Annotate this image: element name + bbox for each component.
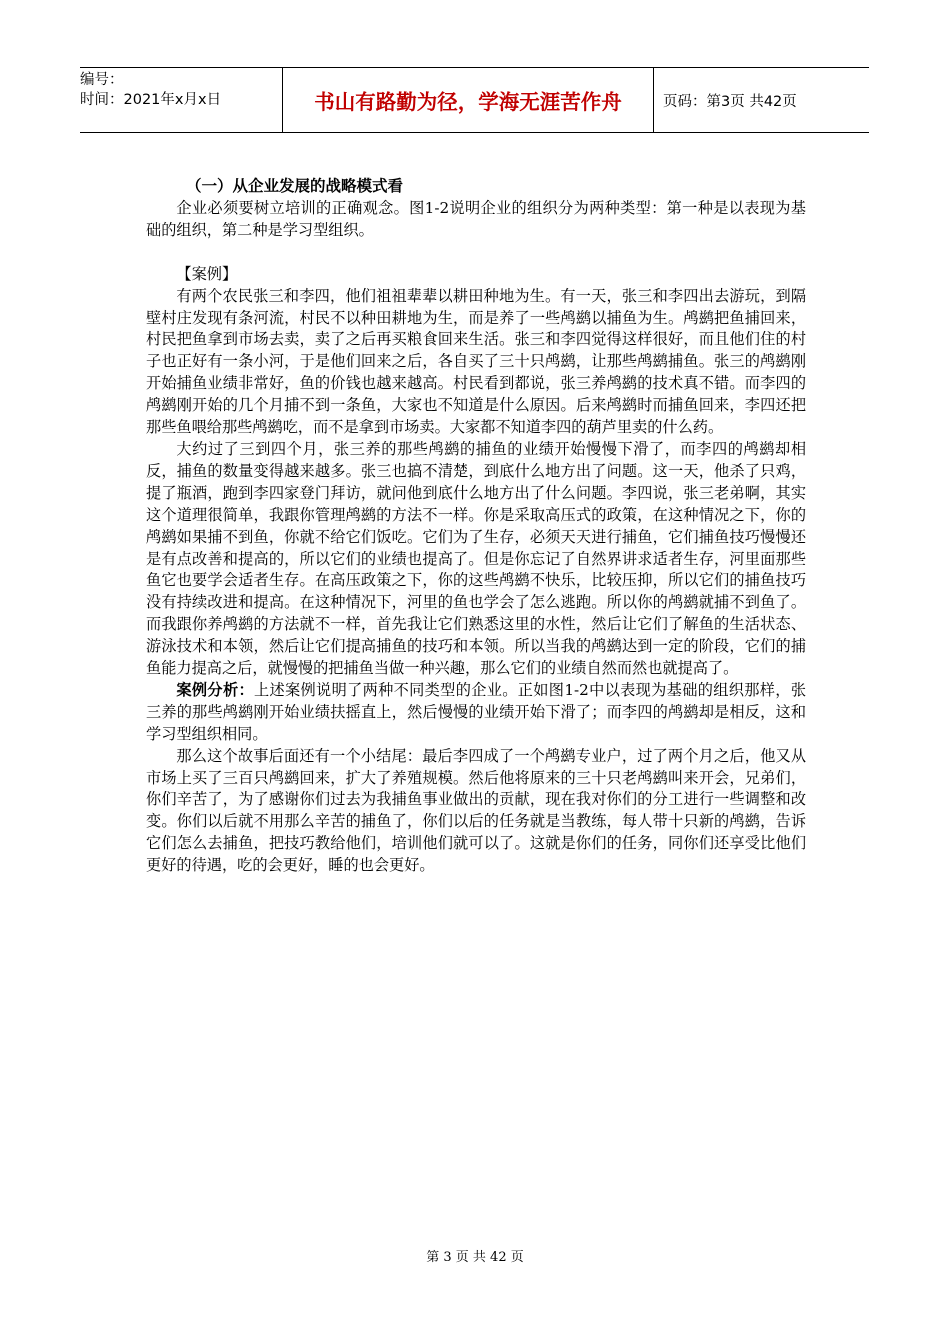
case-label: 【案例】 — [176, 264, 238, 283]
document-body — [146, 176, 806, 877]
intro-paragraph: 企业必须要树立培训的正确观念。图1-2说明企业的组织分为两种类型：第一种是以表现为基础的组织，第二种是学习型组织。 — [146, 198, 806, 239]
page-header — [80, 67, 869, 133]
analysis-paragraph — [146, 680, 806, 746]
header-motto: 书山有路勤为径，学海无涯苦作舟 — [282, 68, 654, 132]
paragraph-spacer — [146, 242, 806, 264]
case-paragraph-1: 有两个农民张三和李四，他们祖祖辈辈以耕田种地为生。有一天，张三和李四出去游玩，到隔壁村庄发现有条河流，村民不以种田耕地为生，而是养了一些鸬鹚以捕鱼为生。鸬鹚把鱼捕回来，村民把鱼拿到市场去卖，卖了之后再买粮食回来生活。张三和李四觉得这样很好，而且他们住的村子也正好有一条小河，于是他们回来之后，各自买了三十只鸬鹚，让那些鸬鹚捕鱼。张三的鸬鹚刚开始捕鱼业绩非常好，鱼的价钱也越来越高。村民看到都说，张三养鸬鹚的技术真不错。而李四的鸬鹚刚开始的几个月捕不到一条鱼，大家也不知道是什么原因。后来鸬鹚时而捕鱼回来，李四还把那些鱼喂给那些鸬鹚吃，而不是拿到市场卖。大家都不知道李四的葫芦里卖的什么药。 — [146, 286, 806, 437]
analysis-label: 案例分析： — [176, 680, 254, 699]
case-paragraph-2: 大约过了三到四个月，张三养的那些鸬鹚的捕鱼的业绩开始慢慢下滑了，而李四的鸬鹚却相反，捕鱼的数量变得越来越多。张三也搞不清楚，到底什么地方出了问题。这一天，他杀了只鸡，提了瓶酒，跑到李四家登门拜访，就问他到底什么地方出了什么问题。李四说，张三老弟啊，其实这个道理很简单，我跟你管理鸬鹚的方法不一样。你是采取高压式的政策，在这种情况之下，你的鸬鹚如果捕不到鱼，你就不给它们饭吃。它们为了生存，必须天天进行捕鱼，它们捕鱼技巧慢慢还是有点改善和提高的，所以它们的业绩也提高了。但是你忘记了自然界讲求适者生存，河里面那些鱼它也要学会适者生存。在高压政策之下，你的这些鸬鹚不快乐，比较压抑，所以它们的捕鱼技巧没有持续改进和提高。在这种情况下，河里的鱼也学会了怎么逃跑。所以你的鸬鹚就捕不到鱼了。而我跟你养鸬鹚的方法就不一样，首先我让它们熟悉这里的水性，然后让它们了解鱼的生活状态、游泳技术和本领，然后让它们提高捕鱼的技巧和本领。所以当我的鸬鹚达到一定的阶段，它们的捕鱼能力提高之后，就慢慢的把捕鱼当做一种兴趣，那么它们的业绩自然而然也就提高了。 — [146, 439, 806, 678]
document-time-label: 时间：2021年x月x日 — [80, 92, 222, 108]
header-page-info: 页码：第3页 共42页 — [663, 93, 797, 110]
header-meta — [80, 68, 282, 132]
page-footer: 第 3 页 共 42 页 — [426, 1250, 524, 1265]
document-number-label: 编号： — [80, 72, 124, 88]
analysis-text: 上述案例说明了两种不同类型的企业。正如图1-2中以表现为基础的组织那样，张三养的那些鸬鹚刚开始业绩扶摇直上，然后慢慢的业绩开始下滑了；而李四的鸬鹚却是相反，这和学习型组织相同。 — [146, 680, 807, 743]
section-heading: （一）从企业发展的战略模式看 — [186, 177, 404, 195]
ending-paragraph: 那么这个故事后面还有一个小结尾：最后李四成了一个鸬鹚专业户，过了两个月之后，他又从市场上买了三百只鸬鹚回来，扩大了养殖规模。然后他将原来的三十只老鸬鹚叫来开会，兄弟们，你们辛苦了，为了感谢你们过去为我捕鱼事业做出的贡献，现在我对你们的分工进行一些调整和改变。你们以后就不用那么辛苦的捕鱼了，你们以后的任务就是当教练，每人带十只新的鸬鹚，告诉它们怎么去捕鱼，把技巧教给他们，培训他们就可以了。这就是你们的任务，同你们还享受比他们更好的待遇，吃的会更好，睡的也会更好。 — [146, 746, 806, 875]
